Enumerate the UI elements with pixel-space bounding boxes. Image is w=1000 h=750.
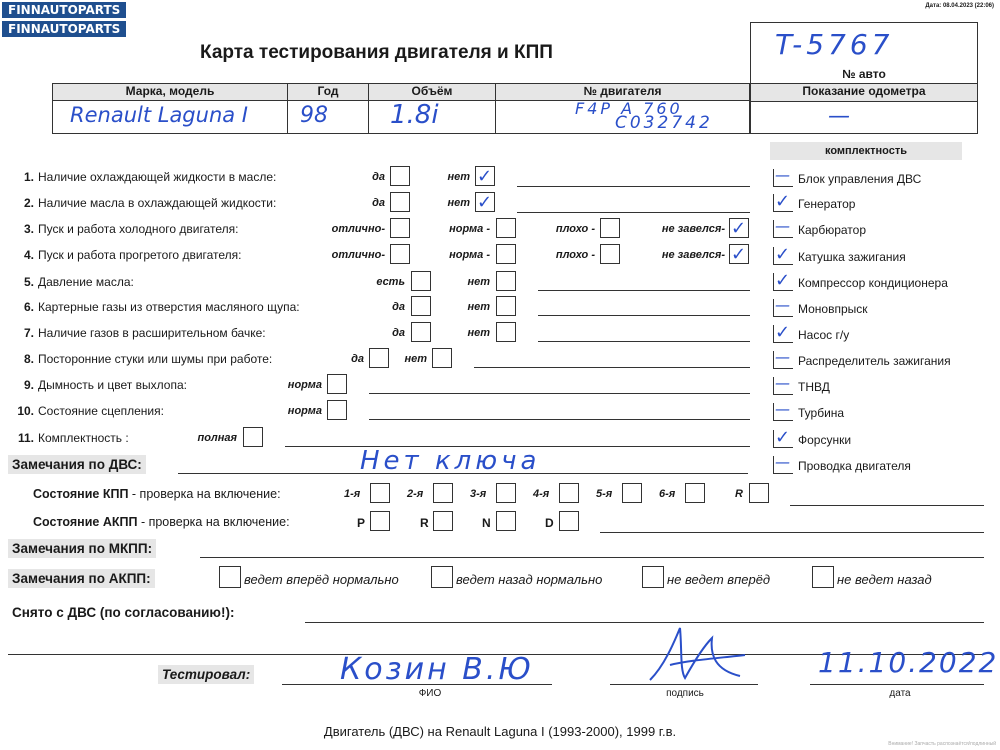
q3-excellent-checkbox[interactable] bbox=[390, 218, 410, 238]
image-caption: Двигатель (ДВС) на Renault Laguna I (1993-2000), 1999 г.в. bbox=[323, 724, 677, 739]
question-1: 1. Наличие охлаждающей жидкости в масле: bbox=[23, 170, 277, 184]
kit-item-injectors: Форсунки bbox=[798, 433, 852, 447]
col-engine-number: № двигателя bbox=[496, 84, 749, 100]
question-7: 7. Наличие газов в расширительном бачке: bbox=[23, 326, 266, 340]
kit-item-ignition-coil: Катушка зажигания bbox=[798, 250, 906, 264]
q5-line bbox=[538, 290, 750, 291]
question-9: 9. Дымность и цвет выхлопа: bbox=[23, 378, 187, 392]
q10-opt-normal-label: норма bbox=[287, 405, 322, 417]
q7-line bbox=[538, 341, 750, 342]
remarks-manual-label: Замечания по МКПП: bbox=[8, 539, 156, 558]
q4-opt-normal-label: норма - bbox=[449, 249, 490, 261]
kit-mark-turbine: — bbox=[775, 400, 790, 418]
divider bbox=[495, 83, 496, 134]
kit-mark-ac-compressor: ✓ bbox=[775, 270, 791, 291]
q3-opt-normal-label: норма - bbox=[449, 223, 490, 235]
q9-opt-normal-label: норма bbox=[287, 379, 322, 391]
engine-number-line1: F4P A 760 bbox=[575, 99, 683, 118]
tested-name-value: Козин В.Ю bbox=[340, 652, 534, 687]
q1-yes-checkbox[interactable] bbox=[390, 166, 410, 186]
divider bbox=[751, 101, 977, 102]
q11-full-checkbox[interactable] bbox=[243, 427, 263, 447]
question-4: 4. Пуск и работа прогретого двигателя: bbox=[23, 248, 242, 262]
q6-line bbox=[538, 315, 750, 316]
question-10: 10. Состояние сцепления: bbox=[17, 404, 164, 418]
kit-item-generator: Генератор bbox=[798, 197, 856, 211]
q2-line bbox=[517, 212, 750, 213]
q3-bad-checkbox[interactable] bbox=[600, 218, 620, 238]
auto-forward-normal-checkbox[interactable] bbox=[219, 566, 241, 588]
remarks-manual-line bbox=[200, 557, 984, 558]
kit-mark-injectors: ✓ bbox=[775, 427, 791, 448]
q6-opt-yes-label: да bbox=[392, 301, 405, 313]
engine-number-line2: C032742 bbox=[615, 113, 713, 133]
kit-mark-ignition-coil: ✓ bbox=[775, 244, 791, 265]
document-date: Дата: 08.04.2023 (22:06) bbox=[925, 3, 994, 9]
col-volume: Объём bbox=[369, 84, 495, 100]
gear-5-label: 5-я bbox=[596, 488, 613, 500]
q2-opt-yes-label: да bbox=[372, 197, 385, 209]
q3-check-mark: ✓ bbox=[731, 218, 747, 239]
question-8: 8. Посторонние стуки или шумы при работе: bbox=[23, 352, 273, 366]
signature-caption: подпись bbox=[666, 688, 704, 699]
q5-no-checkbox[interactable] bbox=[496, 271, 516, 291]
auto-number-value: T-5767 bbox=[775, 28, 894, 61]
watermark: Внимание! Запчасть распознаётся/подлинный bbox=[888, 741, 996, 747]
kit-mark-distributor: — bbox=[775, 348, 790, 366]
kit-mark-carburetor: — bbox=[775, 217, 790, 235]
odometer-label: Показание одометра bbox=[751, 84, 977, 101]
q1-check-mark: ✓ bbox=[477, 166, 493, 187]
q7-yes-checkbox[interactable] bbox=[411, 322, 431, 342]
q6-yes-checkbox[interactable] bbox=[411, 296, 431, 316]
kit-item-distributor: Распределитель зажигания bbox=[798, 354, 951, 368]
tested-label: Тестировал: bbox=[158, 665, 254, 684]
auto-backward-normal-checkbox[interactable] bbox=[431, 566, 453, 588]
q9-normal-checkbox[interactable] bbox=[327, 374, 347, 394]
q6-no-checkbox[interactable] bbox=[496, 296, 516, 316]
question-11: 11. Комплектность : bbox=[17, 431, 129, 445]
kit-item-monoinjection: Моновпрыск bbox=[798, 302, 868, 316]
kit-item-carburetor: Карбюратор bbox=[798, 223, 867, 237]
removed-label: Снято с ДВС (по согласованию!): bbox=[8, 603, 238, 622]
q2-yes-checkbox[interactable] bbox=[390, 192, 410, 212]
q4-opt-bad-label: плохо - bbox=[555, 249, 595, 261]
q2-opt-no-label: нет bbox=[447, 197, 470, 209]
gear-4-label: 4-я bbox=[533, 488, 550, 500]
kit-item-ps-pump: Насос г/у bbox=[798, 328, 850, 342]
kit-item-ecu: Блок управления ДВС bbox=[798, 172, 922, 186]
odometer-value: — bbox=[828, 104, 850, 129]
q1-opt-no-label: нет bbox=[447, 171, 470, 183]
date-caption: дата bbox=[889, 688, 911, 699]
q7-no-checkbox[interactable] bbox=[496, 322, 516, 342]
q4-check-mark: ✓ bbox=[731, 244, 747, 265]
gear-4-checkbox[interactable] bbox=[559, 483, 579, 503]
kit-mark-monoinjection: — bbox=[775, 296, 790, 314]
auto-gear-p-checkbox[interactable] bbox=[370, 511, 390, 531]
logo-finnautoparts: FINNAUTOPARTS bbox=[2, 2, 126, 18]
gear-2-label: 2-я bbox=[407, 488, 424, 500]
auto-no-backward-label: не ведет назад bbox=[837, 572, 932, 587]
gearbox-auto-label: Состояние АКПП - проверка на включение: bbox=[33, 515, 290, 529]
q4-bad-checkbox[interactable] bbox=[600, 244, 620, 264]
q4-opt-excellent-label: отлично- bbox=[331, 249, 385, 261]
kit-item-wiring: Проводка двигателя bbox=[798, 459, 911, 473]
q4-opt-nostart-label: не завелся- bbox=[661, 249, 725, 261]
q3-opt-bad-label: плохо - bbox=[555, 223, 595, 235]
kit-title: комплектность bbox=[770, 142, 962, 160]
gearbox-manual-label: Состояние КПП - проверка на включение: bbox=[33, 487, 281, 501]
auto-gear-n-checkbox[interactable] bbox=[496, 511, 516, 531]
col-model: Марка, модель bbox=[53, 84, 287, 100]
gear-1-checkbox[interactable] bbox=[370, 483, 390, 503]
gear-r-checkbox[interactable] bbox=[749, 483, 769, 503]
q7-opt-yes-label: да bbox=[392, 327, 405, 339]
kit-item-turbine: Турбина bbox=[798, 406, 845, 420]
auto-forward-normal-label: ведет вперёд нормально bbox=[244, 572, 399, 587]
q5-opt-yes-label: есть bbox=[376, 276, 405, 288]
gear-5-checkbox[interactable] bbox=[622, 483, 642, 503]
question-6: 6. Картерные газы из отверстия масляного щупа: bbox=[23, 300, 300, 314]
gear-r-label: R bbox=[735, 488, 743, 500]
auto-no-backward-checkbox[interactable] bbox=[812, 566, 834, 588]
q5-yes-checkbox[interactable] bbox=[411, 271, 431, 291]
gear-1-label: 1-я bbox=[344, 488, 361, 500]
gearbox-manual-line bbox=[790, 505, 984, 506]
col-year: Год bbox=[288, 84, 368, 100]
divider bbox=[368, 83, 369, 134]
gear-3-checkbox[interactable] bbox=[496, 483, 516, 503]
auto-gear-d-checkbox[interactable] bbox=[559, 511, 579, 531]
kit-item-ac-compressor: Компрессор кондиционера bbox=[798, 276, 948, 290]
auto-gear-d-label: D bbox=[545, 516, 554, 530]
gear-2-checkbox[interactable] bbox=[433, 483, 453, 503]
tested-name-caption: ФИО bbox=[418, 688, 442, 699]
auto-no-forward-label: не ведет вперёд bbox=[667, 572, 771, 587]
q3-normal-checkbox[interactable] bbox=[496, 218, 516, 238]
kit-mark-generator: ✓ bbox=[775, 191, 791, 212]
remarks-auto-label: Замечания по АКПП: bbox=[8, 569, 155, 588]
q6-opt-no-label: нет bbox=[467, 301, 490, 313]
q8-yes-checkbox[interactable] bbox=[369, 348, 389, 368]
q4-normal-checkbox[interactable] bbox=[496, 244, 516, 264]
logo-finnautoparts-secondary: FINNAUTOPARTS bbox=[2, 21, 126, 37]
kit-mark-injection-pump: — bbox=[775, 374, 790, 392]
model-value: Renault Laguna I bbox=[70, 103, 248, 127]
q1-line bbox=[517, 186, 750, 187]
auto-gear-r-checkbox[interactable] bbox=[433, 511, 453, 531]
kit-mark-ecu: — bbox=[775, 166, 790, 184]
q10-line bbox=[369, 419, 750, 420]
q7-opt-no-label: нет bbox=[467, 327, 490, 339]
date-value: 11.10.2022 bbox=[818, 646, 999, 679]
divider bbox=[287, 83, 288, 134]
remarks-engine-label: Замечания по ДВС: bbox=[8, 455, 146, 474]
q10-normal-checkbox[interactable] bbox=[327, 400, 347, 420]
signature-image bbox=[640, 620, 750, 690]
auto-gear-p-label: P bbox=[357, 516, 366, 530]
kit-mark-ps-pump: ✓ bbox=[775, 322, 791, 343]
kit-item-injection-pump: ТНВД bbox=[798, 380, 830, 394]
volume-value: 1.8i bbox=[390, 100, 439, 130]
q8-line bbox=[474, 367, 750, 368]
auto-gear-n-label: N bbox=[482, 516, 491, 530]
q11-opt-full-label: полная bbox=[197, 432, 237, 444]
q2-check-mark: ✓ bbox=[477, 192, 493, 213]
question-3: 3. Пуск и работа холодного двигателя: bbox=[23, 222, 239, 236]
kit-mark-wiring: — bbox=[775, 453, 790, 471]
year-value: 98 bbox=[300, 103, 328, 128]
q9-line bbox=[369, 393, 750, 394]
question-2: 2. Наличие масла в охлаждающей жидкости: bbox=[23, 196, 277, 210]
auto-backward-normal-label: ведет назад нормально bbox=[456, 572, 603, 587]
q8-no-checkbox[interactable] bbox=[432, 348, 452, 368]
q1-opt-yes-label: да bbox=[372, 171, 385, 183]
auto-gear-r-label: R bbox=[420, 516, 429, 530]
q8-opt-no-label: нет bbox=[404, 353, 427, 365]
divider bbox=[751, 83, 977, 84]
q4-excellent-checkbox[interactable] bbox=[390, 244, 410, 264]
auto-no-forward-checkbox[interactable] bbox=[642, 566, 664, 588]
q5-opt-no-label: нет bbox=[467, 276, 490, 288]
question-5: 5. Давление масла: bbox=[23, 275, 134, 289]
gearbox-auto-line bbox=[600, 532, 984, 533]
gear-6-checkbox[interactable] bbox=[685, 483, 705, 503]
gear-3-label: 3-я bbox=[470, 488, 487, 500]
q3-opt-excellent-label: отлично- bbox=[331, 223, 385, 235]
auto-number-label: № авто bbox=[751, 67, 977, 83]
page-title: Карта тестирования двигателя и КПП bbox=[200, 42, 553, 63]
q3-opt-nostart-label: не завелся- bbox=[661, 223, 725, 235]
date-line bbox=[810, 684, 984, 685]
q8-opt-yes-label: да bbox=[351, 353, 364, 365]
gear-6-label: 6-я bbox=[659, 488, 676, 500]
remarks-engine-value: Нет ключа bbox=[360, 446, 541, 476]
